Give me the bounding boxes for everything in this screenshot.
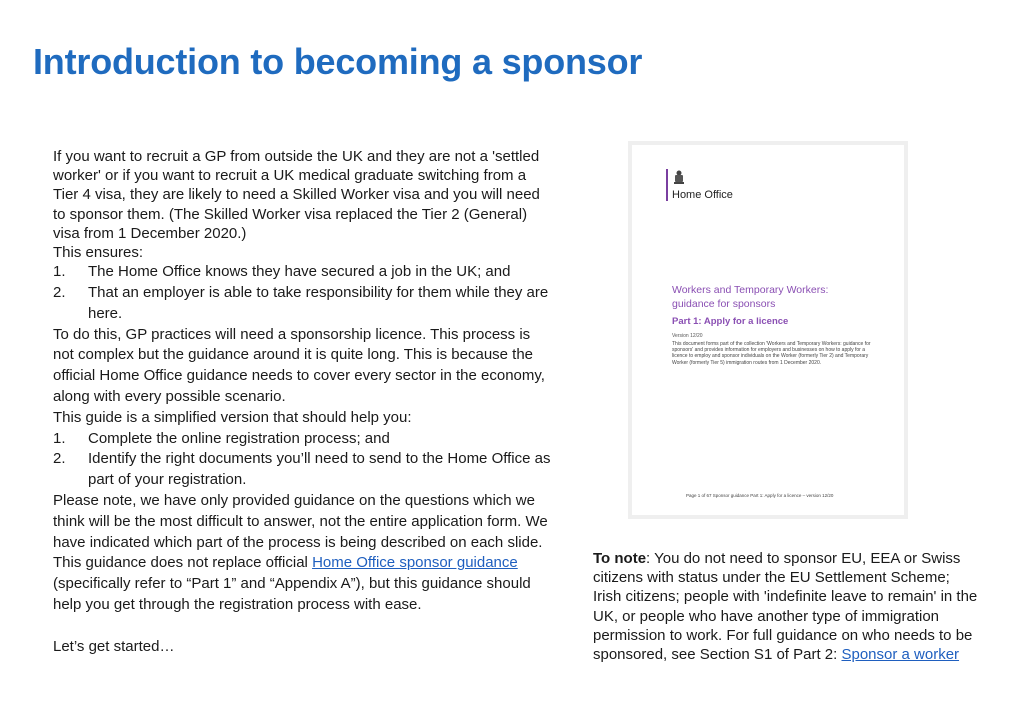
replace-paragraph bbox=[53, 553, 553, 615]
closing-text: Let’s get started… bbox=[53, 637, 175, 655]
ensures-list bbox=[53, 262, 553, 324]
list-item-text: That an employer is able to take responsibility for them while they are here. bbox=[88, 284, 549, 322]
note-box bbox=[593, 549, 978, 664]
list-item-number: 1. bbox=[53, 429, 66, 447]
page-title: Introduction to becoming a sponsor bbox=[33, 41, 643, 82]
list-item-number: 2. bbox=[53, 450, 66, 468]
document-page bbox=[632, 145, 904, 515]
main-content bbox=[53, 147, 553, 658]
list-item bbox=[53, 262, 553, 283]
document-description: This document forms part of the collection 'Workers and Temporary Workers: guidance for sponsors' and provides information for employers and businesses on how to apply for a licence to employ and sponsor individuals on the Worker (formerly Tier 2) and Temporary Worker (formerly Tier 5) immigration routes from 1 December 2020. bbox=[672, 341, 871, 366]
guide-heading: This guide is a simplified version that should help you: bbox=[53, 408, 412, 426]
replace-text-after: (specifically refer to “Part 1” and “Appendix A”), but this guidance should help you get through the registration process with ease. bbox=[53, 575, 531, 613]
royal-crest-icon bbox=[673, 169, 685, 185]
list-item-text: Identify the right documents you’ll need to send to the Home Office as part of your registration. bbox=[88, 450, 551, 489]
list-item-text: The Home Office knows they have secured a job in the UK; and bbox=[88, 263, 511, 281]
list-item bbox=[53, 449, 553, 491]
home-office-guidance-link[interactable]: Home Office sponsor guidance bbox=[312, 554, 518, 572]
list-item-number: 2. bbox=[53, 284, 66, 302]
list-item bbox=[53, 283, 553, 325]
spacer bbox=[53, 616, 553, 637]
sponsor-worker-link[interactable]: Sponsor a worker bbox=[841, 646, 960, 664]
list-item-text: Complete the online registration process; and bbox=[88, 429, 390, 447]
document-part: Part 1: Apply for a licence bbox=[672, 316, 789, 327]
note-paragraph: Please note, we have only provided guidance on the questions which we think will be the most difficult to answer, not the entire application form. We have indicated which part of the process is being described on each slide. bbox=[53, 491, 548, 551]
licence-paragraph: To do this, GP practices will need a sponsorship licence. This process is not complex but the guidance around it is quite long. This is because the official Home Office guidance needs to cover every sector in the economy, along with every possible scenario. bbox=[53, 325, 545, 405]
org-name: Home Office bbox=[672, 189, 733, 201]
ensures-heading: This ensures: bbox=[53, 244, 144, 262]
note-text: : You do not need to sponsor EU, EEA or Swiss citizens with status under the EU Settlement Scheme; Irish citizens; people with 'indefinite leave to remain' in the UK, or people who have another type of immigration permission to work. For full guidance on who needs to be sponsored, see Section S1 of Part 2: bbox=[593, 550, 978, 664]
document-title: Workers and Temporary Workers: guidance for sponsors bbox=[672, 284, 829, 310]
document-footer: Page 1 of 67 Sponsor guidance Part 1: Apply for a licence – version 12/20 bbox=[686, 493, 834, 498]
list-item-number: 1. bbox=[53, 263, 66, 281]
intro-paragraph: If you want to recruit a GP from outside the UK and they are not a 'settled worker' or if you want to recruit a UK medical graduate switching from a Tier 4 visa, they are likely to need a Skilled Worker visa and you will need to sponsor them. (The Skilled Worker visa replaced the Tier 2 (General) visa from 1 December 2020.) bbox=[53, 148, 540, 242]
note-label: To note bbox=[593, 550, 647, 567]
replace-text-before: This guidance does not replace official bbox=[53, 554, 313, 572]
guide-list bbox=[53, 429, 553, 491]
list-item bbox=[53, 429, 553, 450]
brand-bar bbox=[666, 169, 668, 201]
document-preview bbox=[628, 141, 908, 519]
document-version: Version 12/20 bbox=[672, 333, 703, 339]
